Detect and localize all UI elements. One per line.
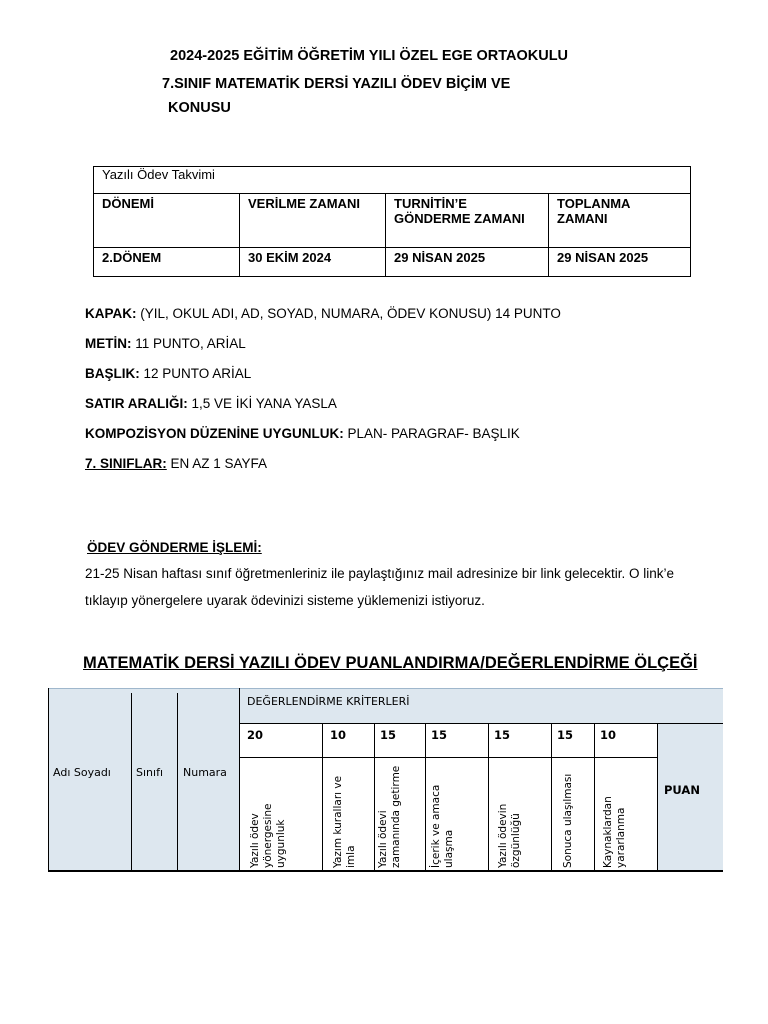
calendar-turnitin-date: 29 NİSAN 2025 bbox=[386, 248, 549, 277]
calendar-header-term: DÖNEMİ bbox=[94, 194, 240, 248]
criterion-zaman: Yazılı ödevi zamanında getirme bbox=[377, 765, 402, 868]
criterion-kaynak: Kaynaklardan yararlanma bbox=[602, 796, 627, 868]
spec-grade7: 7. SINIFLAR: EN AZ 1 SAYFA bbox=[85, 456, 268, 471]
spec-composition: KOMPOZİSYON DÜZENİNE UYGUNLUK: PLAN- PARAGRAF- BAŞLIK bbox=[85, 426, 520, 441]
rubric-table bbox=[48, 688, 723, 873]
criterion-ozgunluk: Yazılı ödevin özgünlüğü bbox=[497, 803, 522, 868]
spec-text: METİN: 11 PUNTO, ARİAL bbox=[85, 336, 246, 351]
calendar-given-date: 30 EKİM 2024 bbox=[240, 248, 386, 277]
submission-text-line1: 21-25 Nisan haftası sınıf öğretmenleriniz ile paylaştığınız mail adresinize bir link gelecektir. O link’e bbox=[85, 566, 675, 581]
criteria-header: DEĞERLENDİRME KRİTERLERİ bbox=[247, 695, 410, 708]
calendar-term: 2.DÖNEM bbox=[94, 248, 240, 277]
points-yonerge: 20 bbox=[247, 728, 264, 742]
spec-line-spacing: SATIR ARALIĞI: 1,5 VE İKİ YANA YASLA bbox=[85, 396, 337, 411]
criterion-yonerge: Yazılı ödev yönergesine uygunluk bbox=[249, 803, 287, 868]
submission-text-line2: tıklayıp yönergelere uyarak ödevinizi sisteme yüklemenizi istiyoruz. bbox=[85, 593, 485, 608]
calendar-header-given: VERİLME ZAMANI bbox=[240, 194, 386, 248]
criterion-sonuc: Sonuca ulaşılması bbox=[562, 773, 574, 868]
calendar-collect-date: 29 NİSAN 2025 bbox=[549, 248, 691, 277]
column-class: Sınıfı bbox=[136, 766, 163, 779]
spec-heading: BAŞLIK: 12 PUNTO ARİAL bbox=[85, 366, 252, 381]
calendar-header-collect: TOPLANMA ZAMANI bbox=[549, 194, 691, 248]
school-title: 2024-2025 EĞİTİM ÖĞRETİM YILI ÖZEL EGE ORTAOKULU bbox=[170, 48, 569, 64]
criterion-imla: Yazım kuralları ve imla bbox=[332, 775, 357, 868]
criterion-icerik: İçerik ve amaca ulaşma bbox=[430, 784, 455, 868]
calendar-table bbox=[93, 166, 691, 277]
points-sonuc: 15 bbox=[557, 728, 574, 742]
points-ozgunluk: 15 bbox=[494, 728, 511, 742]
points-icerik: 15 bbox=[431, 728, 448, 742]
document-title: 7.SINIF MATEMATİK DERSİ YAZILI ÖDEV BİÇİM VE bbox=[162, 76, 511, 92]
points-imla: 10 bbox=[330, 728, 347, 742]
calendar-title: Yazılı Ödev Takvimi bbox=[94, 167, 691, 194]
column-score: PUAN bbox=[664, 783, 700, 797]
points-zaman: 15 bbox=[380, 728, 397, 742]
calendar-header-turnitin: TURNİTİN’E GÖNDERME ZAMANI bbox=[386, 194, 549, 248]
submission-heading: ÖDEV GÖNDERME İŞLEMİ: bbox=[87, 540, 262, 555]
column-number: Numara bbox=[183, 766, 227, 779]
column-name: Adı Soyadı bbox=[53, 766, 111, 779]
scale-title: MATEMATİK DERSİ YAZILI ÖDEV PUANLANDIRMA/DEĞERLENDİRME ÖLÇEĞİ bbox=[83, 654, 698, 672]
document-title-cont: KONUSU bbox=[168, 100, 231, 116]
points-kaynak: 10 bbox=[600, 728, 617, 742]
spec-cover: KAPAK: (YIL, OKUL ADI, AD, SOYAD, NUMARA, ÖDEV KONUSU) 14 PUNTO bbox=[85, 306, 561, 321]
